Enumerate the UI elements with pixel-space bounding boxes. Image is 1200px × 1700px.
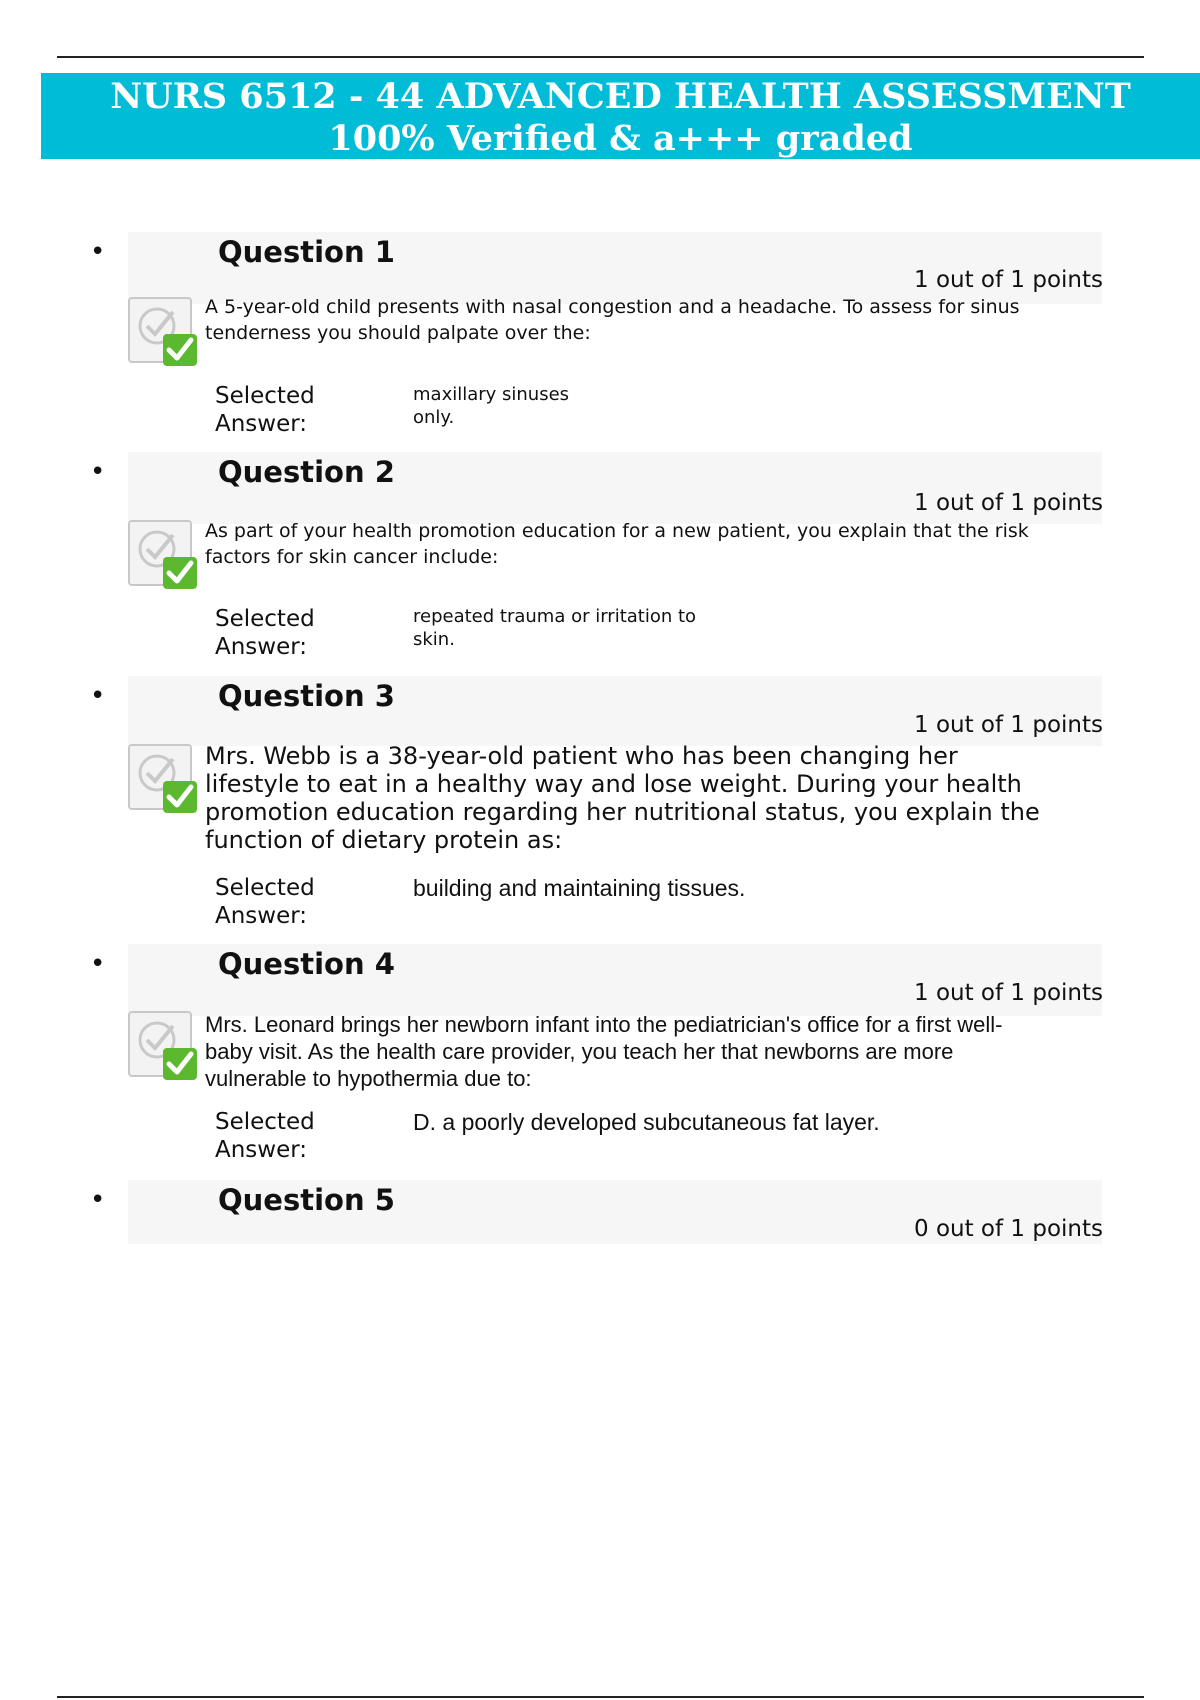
selected-answer: repeated trauma or irritation to skin. — [413, 606, 697, 650]
question-title: Question 5 — [218, 1183, 395, 1217]
selected-answer: maxillary sinuses only. — [413, 384, 570, 428]
bullet: • — [90, 949, 106, 979]
question-text: As part of your health promotion education for a new patient, you explain that the risk factors for skin cancer include: — [205, 520, 1029, 568]
bullet: • — [90, 1185, 106, 1215]
selected-answer: building and maintaining tissues. — [413, 875, 746, 901]
question-points: 0 out of 1 points — [914, 1216, 1103, 1242]
document-title: NURS 6512 - 44 ADVANCED HEALTH ASSESSMENT — [110, 76, 1131, 117]
question-title: Question 3 — [218, 679, 395, 713]
question-title: Question 4 — [218, 947, 395, 981]
question-points: 1 out of 1 points — [914, 267, 1103, 293]
question-points: 1 out of 1 points — [914, 490, 1103, 516]
checkmark-correct-icon — [127, 519, 199, 591]
selected-answer-label: Selected Answer: — [215, 383, 315, 437]
question-points: 1 out of 1 points — [914, 980, 1103, 1006]
selected-answer-label: Selected Answer: — [215, 606, 315, 660]
checkmark-correct-icon — [127, 296, 199, 368]
selected-answer: D. a poorly developed subcutaneous fat layer. — [413, 1109, 880, 1135]
question-title: Question 1 — [218, 235, 395, 269]
question-text: Mrs. Webb is a 38-year-old patient who has been changing her lifestyle to eat in a healthy way and lose weight. During your health promotion education regarding her nutritional status, you explain the function of dietary protein as: — [205, 742, 1040, 854]
bullet: • — [90, 457, 106, 487]
bullet: • — [90, 681, 106, 711]
checkmark-correct-icon — [127, 743, 199, 815]
selected-answer-label: Selected Answer: — [215, 1109, 315, 1163]
title-banner — [41, 73, 1200, 159]
question-points: 1 out of 1 points — [914, 712, 1103, 738]
question-text: Mrs. Leonard brings her newborn infant into the pediatrician's office for a first well-baby visit. As the health care provider, you teach her that newborns are more vulnerable to hypothermia due to: — [205, 1012, 1003, 1091]
top-rule — [57, 56, 1144, 58]
question-title: Question 2 — [218, 455, 395, 489]
checkmark-correct-icon — [127, 1010, 199, 1082]
bottom-rule — [57, 1696, 1144, 1698]
document-subtitle: 100% Verified & a+++ graded — [328, 118, 913, 159]
question-text: A 5-year-old child presents with nasal congestion and a headache. To assess for sinus tenderness you should palpate over the: — [205, 296, 1020, 344]
selected-answer-label: Selected Answer: — [215, 875, 315, 929]
bullet: • — [90, 237, 106, 267]
